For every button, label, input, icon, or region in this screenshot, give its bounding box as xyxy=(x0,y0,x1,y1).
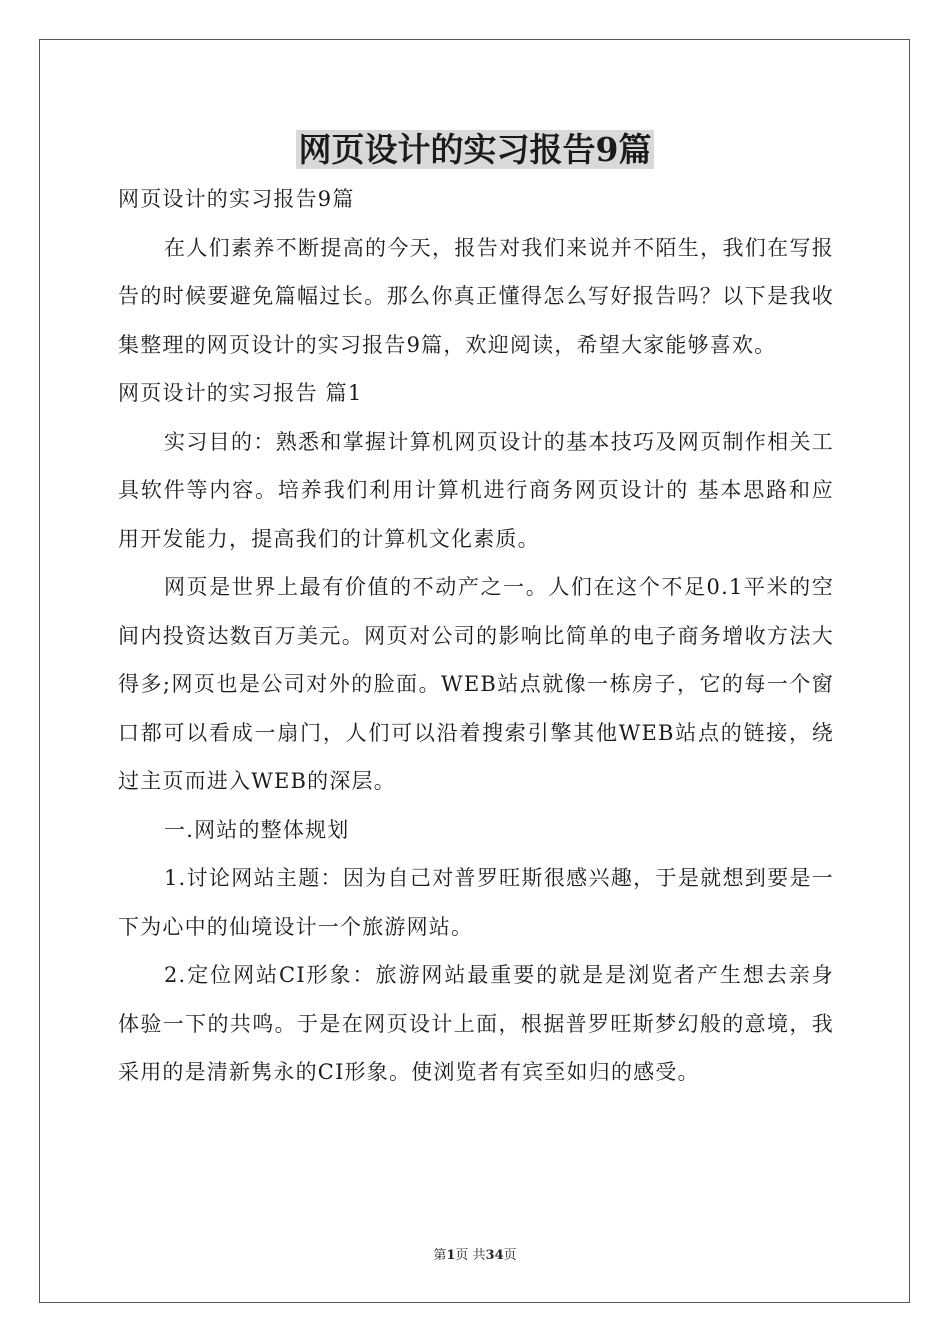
document-title: 网页设计的实习报告9篇 xyxy=(0,126,950,174)
subheading-planning: 一.网站的整体规划 xyxy=(164,817,350,842)
footer-total-pages: 34 xyxy=(485,1248,504,1263)
footer-current-page: 1 xyxy=(446,1248,456,1263)
document-body xyxy=(118,175,834,1097)
section-heading-1: 网页设计的实习报告 篇1 xyxy=(118,381,363,405)
paragraph-ci: 2.定位网站CI形象：旅游网站最重要的就是是浏览者产生想去亲身体验一下的共鸣。于是在网页设计上面，根据普罗旺斯梦幻般的意境，我采用的是清新隽永的CI形象。使浏览者有宾至如归的感受。 xyxy=(118,963,834,1084)
paragraph-subtitle: 网页设计的实习报告9篇 xyxy=(118,187,355,211)
footer-mid: 页 共 xyxy=(455,1248,486,1263)
paragraph-web-value: 网页是世界上最有价值的不动产之一。人们在这个不足0.1平米的空间内投资达数百万美元。网页对公司的影响比简单的电子商务增收方法大得多;网页也是公司对外的脸面。WEB站点就像一栋房子，它的每一个窗口都可以看成一扇门，人们可以沿着搜索引擎其他WEB站点的链接，绕过主页而进入WEB的深层。 xyxy=(118,575,834,793)
paragraph-purpose: 实习目的：熟悉和掌握计算机网页设计的基本技巧及网页制作相关工具软件等内容。培养我们利用计算机进行商务网页设计的 基本思路和应用开发能力，提高我们的计算机文化素质。 xyxy=(118,429,834,551)
footer-prefix: 第 xyxy=(433,1248,447,1263)
paragraph-intro: 在人们素养不断提高的今天，报告对我们来说并不陌生，我们在写报告的时候要避免篇幅过长。那么你真正懂得怎么写好报告吗？以下是我收集整理的网页设计的实习报告9篇，欢迎阅读，希望大家能够喜欢。 xyxy=(118,235,834,357)
footer-suffix: 页 xyxy=(503,1248,517,1263)
page-footer xyxy=(0,1246,950,1266)
paragraph-topic: 1.讨论网站主题：因为自己对普罗旺斯很感兴趣，于是就想到要是一下为心中的仙境设计一个旅游网站。 xyxy=(118,866,834,939)
